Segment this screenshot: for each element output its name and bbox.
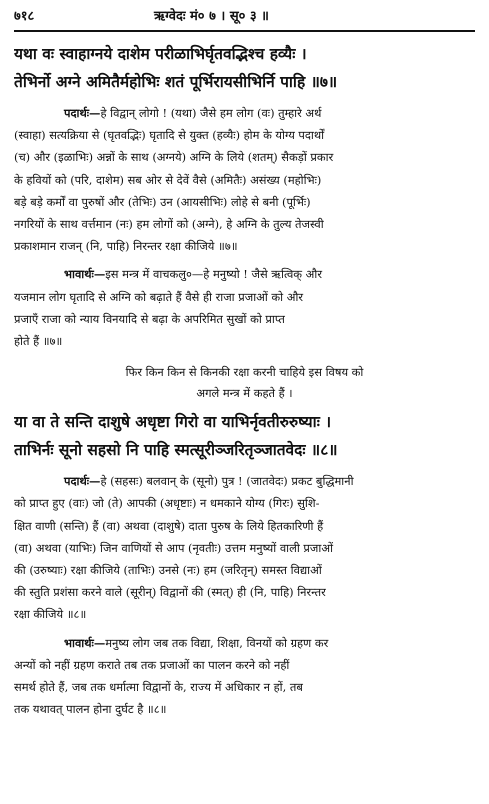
padartha-7-line: नगरियों के साथ वर्त्तमान (नः) हम लोगों को (अग्ने), हे अग्नि के तुल्य तेजस्वी	[14, 217, 324, 232]
padartha-8-line: की (उरुष्याः) रक्षा कीजिये (ताभिः) उनसे (नः) हम (जरितृन्) समस्त विद्याओं	[14, 563, 322, 578]
bhavartha-8-line: अन्यों को नहीं ग्रहण कराते तब तक प्रजाओं का पालन करने को नहीं	[14, 657, 290, 672]
padartha-7-line: (च) और (इळाभिः) अन्नों के साथ (अग्नये) अग्नि के लिये (शतम्) सैकड़ों प्रकार	[14, 150, 334, 165]
padartha-7	[14, 102, 475, 257]
bhavartha-7-line: इस मन्त्र में वाचकलु०—हे मनुष्यो ! जैसे ऋत्विक् और	[105, 267, 322, 282]
padartha-7-line: प्रकाशमान राजन् (नि, पाहि) निरन्तर रक्षा कीजिये ॥७॥	[14, 239, 238, 254]
bhavartha-8-label: भावार्थः—	[64, 635, 106, 650]
padartha-7-line: (स्वाहा) सत्यक्रिया से (घृतवद्भिः) घृतादि से युक्त (हव्यैः) होम के योग्य पदार्थों	[14, 128, 325, 143]
padartha-7-line: हे विद्वान् लोगो ! (यथा) जैसे हम लोग (वः) तुम्हारे अर्थ	[100, 106, 322, 120]
running-title: ऋग्वेदः मं० ७ । सू० ३ ॥	[154, 9, 269, 24]
padartha-8-line: की स्तुति प्रशंसा करने वाले (सूरीन्) विद्वानों की (स्मत्) ही (नि, पाहि) निरन्तर	[14, 585, 326, 600]
bhavartha-7	[14, 263, 475, 352]
bhavartha-8	[14, 632, 475, 721]
bhavartha-8-line: तक यथावत् पालन होना दुर्घट है ॥८॥	[14, 702, 167, 717]
bhavartha-7-line: होते हैं ॥७॥	[14, 334, 63, 349]
verse-7-line-1: यथा वः स्वाहाग्नये दाशेम परीळाभिर्घृतवद्भिश्च हव्यैः ।	[14, 44, 307, 63]
header-rule	[14, 30, 475, 32]
padartha-8-label: पदार्थः—	[64, 474, 101, 489]
padartha-8-line: को प्राप्त हुए (वाः) जो (ते) आपकी (अधृष्टाः) न धमकाने योग्य (गिरः) सुशि-	[14, 496, 320, 511]
intro-line-2: अगले मन्त्र में कहते हैं ।	[196, 386, 293, 401]
intro-line-1: फिर किन किन से किनकी रक्षा करनी चाहिये इस विषय को	[125, 365, 364, 380]
padartha-8-line: क्षित वाणी (सन्ति) हैं (वा) अथवा (दाशुषे) दाता पुरुष के लिये हितकारिणी हैं	[14, 518, 324, 533]
bhavartha-7-line: यजमान लोग घृतादि से अग्नि को बढ़ाते हैं वैसे ही राजा प्रजाओं को और	[14, 289, 304, 304]
verse-8-line-1: या वा ते सन्ति दाशुषे अधृष्टा गिरो वा याभिर्नृवतीरुरुष्याः ।	[14, 412, 332, 432]
bhavartha-7-label: भावार्थः—	[64, 267, 106, 282]
verse-8-line-2: ताभिर्नः सूनो सहसो नि पाहि स्मत्सूरीञ्जरितृञ्जातवेदः ॥८॥	[14, 440, 338, 460]
padartha-8	[14, 470, 475, 625]
padartha-8-line: हे (सहसः) बलवान् के (सूनो) पुत्र ! (जातवेदः) प्रकट बुद्धिमानी	[100, 474, 354, 489]
padartha-7-line: के हवियों को (परि, दाशेम) सब ओर से देवें वैसे (अमितैः) असंख्य (महोभिः)	[14, 172, 322, 187]
page-number: ७१८	[14, 9, 35, 24]
verse-8-introduction	[14, 362, 475, 404]
padartha-7-line: बड़े बड़े कर्मों वा पुरुषों और (तेभिः) उन (आयसीभिः) लोहे से बनी (पूर्भिः)	[14, 194, 311, 209]
page-header	[14, 6, 475, 28]
padartha-8-line: रक्षा कीजिये ॥८॥	[14, 607, 87, 622]
padartha-8-line: (वा) अथवा (याभिः) जिन वाणियों से आप (नृवतीः) उत्तम मनुष्यों वाली प्रजाओं	[14, 540, 333, 555]
bhavartha-8-line: मनुष्य लोग जब तक विद्या, शिक्षा, विनयों को ग्रहण कर	[105, 635, 329, 650]
padartha-7-label: पदार्थः—	[64, 106, 101, 120]
verse-7-line-2: तेभिर्नो अग्ने अमितैर्महोभिः शतं पूर्भिरायसीभिर्नि पाहि ॥७॥	[14, 72, 338, 91]
bhavartha-8-line: समर्थ होते हैं, जब तक धर्मात्मा विद्वानों के, राज्य में अधिकार न हों, तब	[14, 680, 303, 695]
bhavartha-7-line: प्रजाएँ राजा को न्याय विनयादि से बढ़ा के अपरिमित सुखों को प्राप्त	[14, 311, 285, 326]
